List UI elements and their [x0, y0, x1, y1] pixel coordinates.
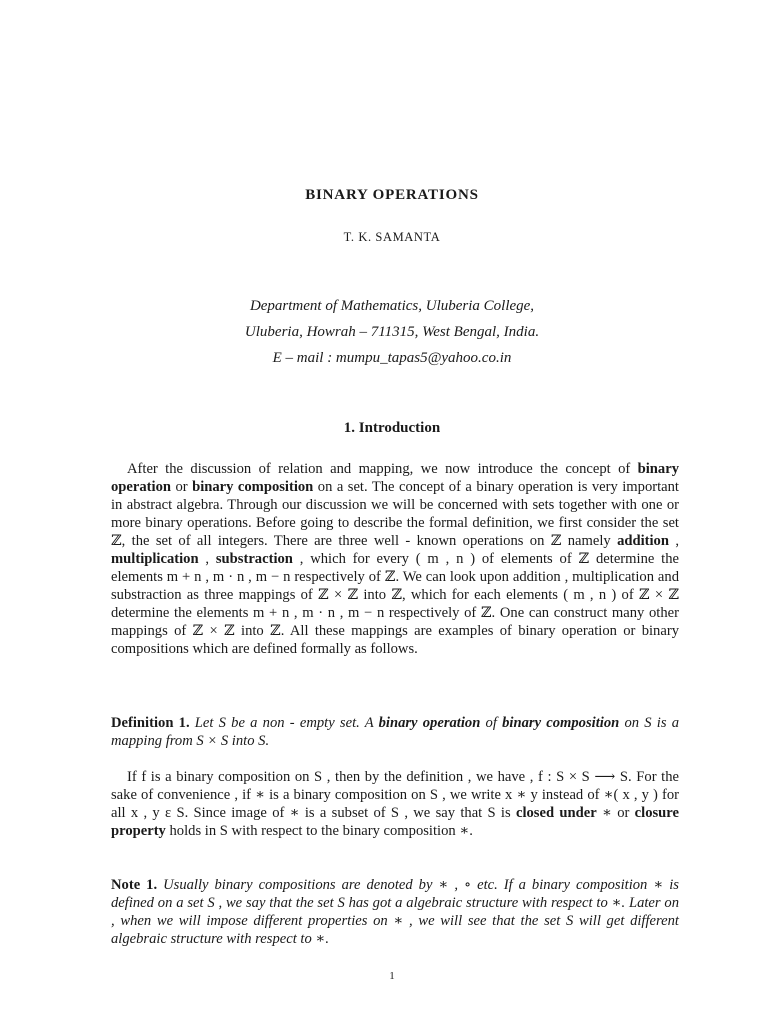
text-run: holds in S with respect to the binary composition ∗. — [165, 823, 473, 839]
closure-paragraph — [111, 768, 679, 840]
text-run: , which for every ( m , n ) of elements of ℤ determine the elements m + n , m · n , m − n respectively of ℤ. We can look upon addition , multiplication and substraction as three mappings of ℤ × ℤ into ℤ, which for each elements ( m , n ) of ℤ × ℤ determine the elements m + n , m · n , m − n respectively of ℤ. One can construct many other mappings of ℤ × ℤ into ℤ. All these mappings are examples of binary operation or binary compositions which are defined formally as follows. — [111, 551, 679, 657]
affiliation-line: Department of Mathematics, Uluberia College, — [249, 298, 535, 314]
author-name: T. K. SAMANTA — [343, 230, 441, 244]
text-run: After the discussion of relation and mapping, we now introduce the concept of — [127, 461, 638, 477]
text-run: If f is a binary composition on S , then by the definition , we have , f : S × S ⟶ S. For the sake of convenience , if ∗ is a binary composition on S , we write x ∗ y instead of ∗( x , y ) for all x , y ε S. Since image of ∗ is a subset of S , we say that S is — [111, 769, 679, 821]
bold-term: binary composition — [192, 479, 314, 495]
paper-title: BINARY OPERATIONS — [305, 187, 479, 203]
section-heading: 1. Introduction — [343, 420, 441, 436]
bold-term: multiplication — [111, 551, 199, 567]
text-run: ∗ or — [596, 805, 635, 821]
bold-term: closure property — [111, 805, 679, 839]
email-line: E – mail : mumpu_tapas5@yahoo.co.in — [272, 350, 512, 366]
text-run: , — [668, 533, 679, 549]
bold-term: closed under — [515, 805, 597, 821]
affiliation-line: Uluberia, Howrah – 711315, West Bengal, India. — [244, 324, 540, 340]
text-run: on a set. The concept of a binary operation is very important in abstract algebra. Through our discussion we will be concerned with sets together with one or more binary operations. Before going to describe the formal definition, we first consider the set ℤ, the set of all integers. There are three well - known operations on ℤ namely — [111, 479, 679, 549]
intro-paragraph — [111, 460, 679, 658]
bold-term: binary composition — [502, 715, 620, 731]
note-paragraph — [111, 876, 679, 948]
text-run: , — [198, 551, 216, 567]
page-number: 1 — [389, 970, 395, 982]
text-run: or — [171, 479, 193, 495]
bold-term: substraction — [215, 551, 293, 567]
bold-term: addition — [617, 533, 669, 549]
affiliation-block — [0, 293, 768, 371]
text-run: Let S be a non - empty set. A — [189, 715, 379, 731]
text-run: of — [480, 715, 503, 731]
text-run: on S is a mapping from S × S into S. — [111, 715, 680, 749]
text-run: Usually binary compositions are denoted by ∗ , ∘ etc. If a binary composition ∗ is defined on a set S , we say that the set S has got a algebraic structure with respect to ∗. Later on , when we will impose different properties on ∗ , we will see that the set S will get different algebraic structure with respect to ∗. — [111, 877, 679, 947]
bold-term: binary operation — [111, 461, 679, 495]
bold-term: binary operation — [378, 715, 481, 731]
note-label: Note 1. — [111, 877, 158, 893]
definition-label: Definition 1. — [111, 715, 190, 731]
definition-paragraph — [111, 714, 679, 750]
